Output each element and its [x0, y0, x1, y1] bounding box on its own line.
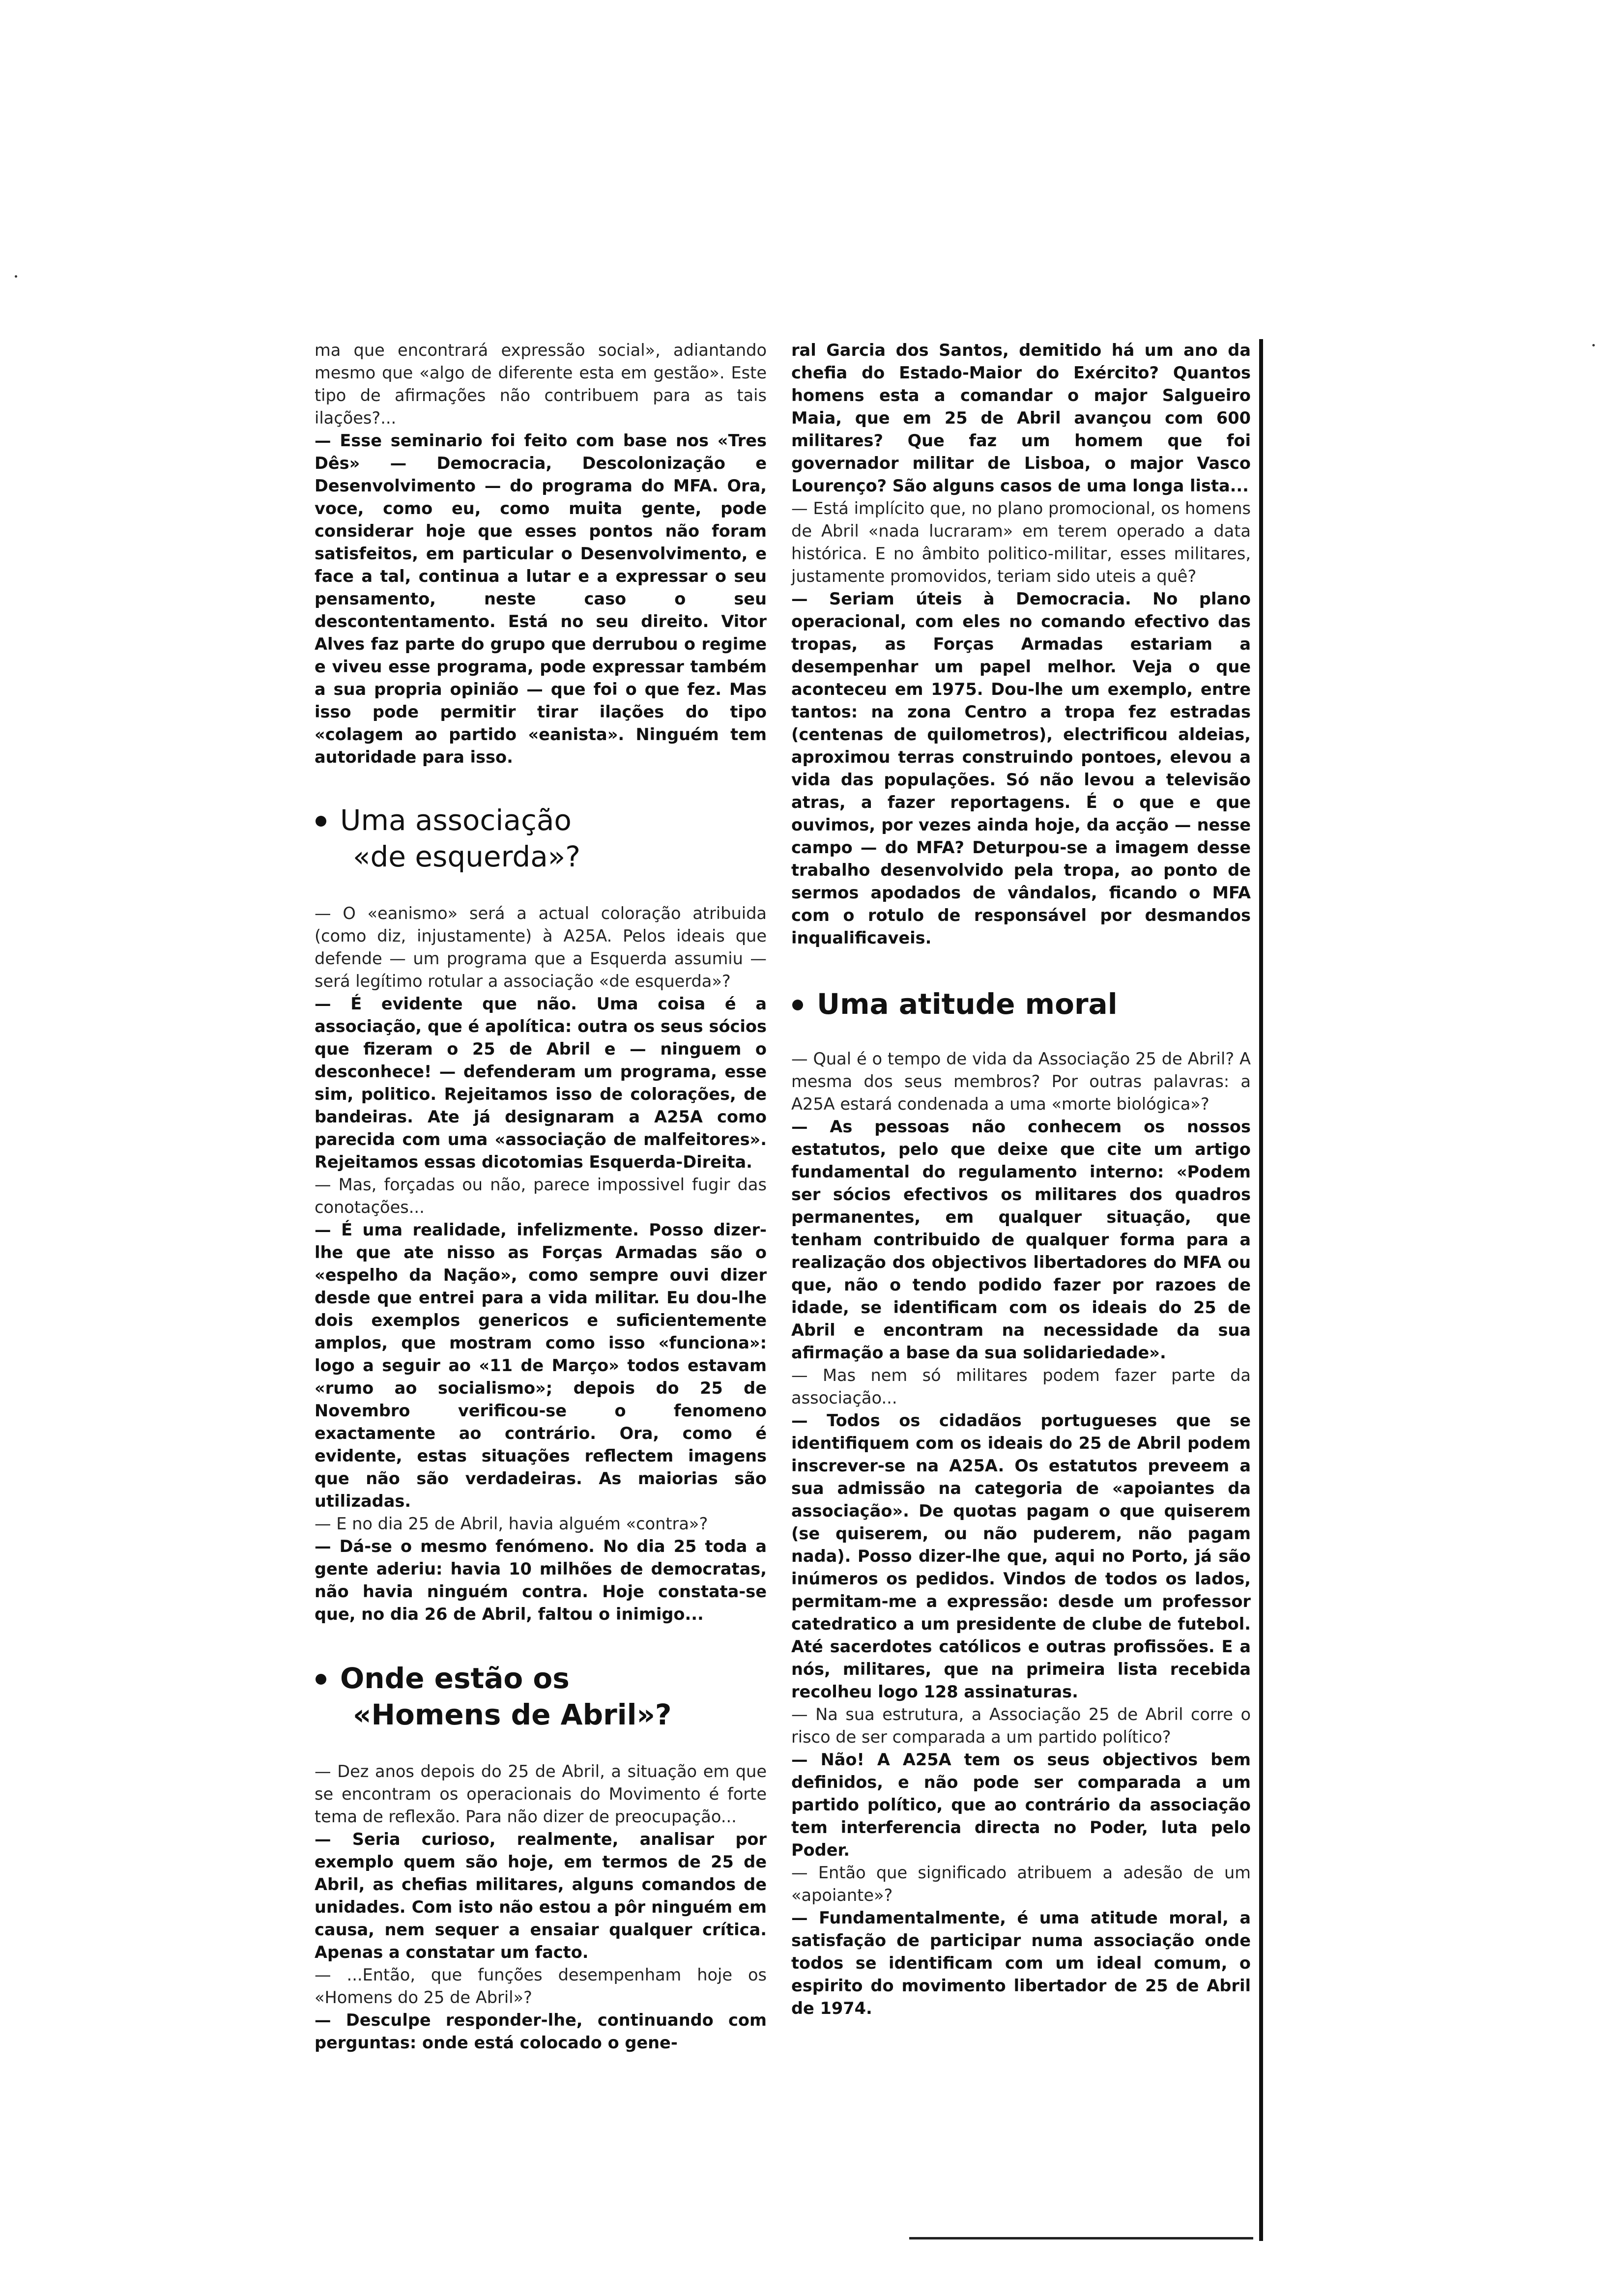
question-paragraph: — Está implícito que, no plano promocional, os homens de Abril «nada lucraram» em terem operado a data histórica. E no âmbito politico-militar, esses militares, justamente promovidos, teriam sido uteis a quê? — [791, 499, 1251, 586]
question-paragraph: — E no dia 25 de Abril, havia alguém «contra»? — [315, 1514, 708, 1533]
section-heading-line: «de esquerda»? — [353, 840, 581, 873]
section-heading-line: Uma atitude moral — [817, 987, 1118, 1021]
question-paragraph: — ...Então, que funções desempenham hoje os «Homens do 25 de Abril»? — [315, 1965, 767, 2007]
article-column-right — [791, 339, 1251, 2020]
question-paragraph: — O «eanismo» será a actual coloração atribuida (como diz, injustamente) à A25A. Pelos ideais que defende — um programa que a Esquerda assumiu — será legítimo rotular a associação «de esquerda»? — [315, 904, 767, 991]
answer-paragraph: — Desculpe responder-lhe, continuando com perguntas: onde está colocado o gene- — [315, 2010, 767, 2052]
question-paragraph: ma que encontrará expressão social», adiantando mesmo que «algo de diferente esta em gestão». Este tipo de afirmações não contribuem para as tais ilações?... — [315, 341, 767, 428]
section-heading-line: «Homens de Abril»? — [353, 1698, 672, 1731]
answer-paragraph: — Dá-se o mesmo fenómeno. No dia 25 toda a gente aderiu: havia 10 milhões de democratas, não havia ninguém contra. Hoje constata-se que, no dia 26 de Abril, faltou o inimigo... — [315, 1537, 767, 1624]
answer-paragraph: — Seriam úteis à Democracia. No plano operacional, com eles no comando efectivo das tropas, as Forças Armadas estariam a desempenhar um papel melhor. Veja o que aconteceu em 1975. Dou-lhe um exemplo, entre tantos: na zona Centro a tropa fez estradas (centenas de quilometros), electrificou aldeias, aproximou terras construindo pontoes, elevou a vida das populações. Só não levou a televisão atras, a fazer reportagens. É o que e que ouvimos, por vezes ainda hoje, da acção — nesse campo — do MFA? Deturpou-se a imagem desse trabalho desenvolvido pela tropa, ao ponto de sermos apodados de vândalos, ficando o MFA com o rotulo de responsável por desmandos inqualificaveis. — [791, 589, 1251, 947]
bullet-icon — [316, 1674, 326, 1685]
answer-paragraph: — Fundamentalmente, é uma atitude moral, a satisfação de participar numa associação onde todos se identificam com um ideal comum, o espirito do movimento libertador de 25 de Abril de 1974. — [791, 1908, 1251, 2018]
article-column-left — [315, 339, 767, 2054]
question-paragraph: — Na sua estrutura, a Associação 25 de Abril corre o risco de ser comparada a um partido político? — [791, 1705, 1251, 1747]
bottom-rule — [909, 2237, 1253, 2239]
question-paragraph: — Mas nem só militares podem fazer parte da associação... — [791, 1366, 1251, 1407]
answer-paragraph: — Seria curioso, realmente, analisar por exemplo quem são hoje, em termos de 25 de Abril, as chefias militares, alguns comandos de unidades. Com isto não estou a pôr ninguém em causa, nem sequer a ensaiar qualquer crítica. Apenas a constatar um facto. — [315, 1830, 767, 1962]
section-heading-line: Onde estão os — [340, 1662, 570, 1695]
section-heading — [791, 986, 1251, 1022]
answer-paragraph: — Não! A A25A tem os seus objectivos bem definidos, e não pode ser comparada a um partido político, que ao contrário da associação tem interferencia directa no Poder, luta pelo Poder. — [791, 1750, 1251, 1860]
answer-paragraph: — Esse seminario foi feito com base nos «Tres Dês» — Democracia, Descolonização e Desenvolvimento — do programa do MFA. Ora, voce, como eu, como muita gente, pode considerar hoje que esses pontos não foram satisfeitos, em particular o Desenvolvimento, e face a tal, continua a lutar e a expressar o seu pensamento, neste caso o seu descontentamento. Está no seu direito. Vitor Alves faz parte do grupo que derrubou o regime e viveu esse programa, pode expressar também a sua propria opinião — que foi o que fez. Mas isso pode permitir tirar ilações do tipo «colagem ao partido «eanista». Ninguém tem autoridade para isso. — [315, 431, 767, 767]
question-paragraph: — Qual é o tempo de vida da Associação 25 de Abril? A mesma dos seus membros? Por outras palavras: a A25A estará condenada a uma «morte biológica»? — [791, 1049, 1251, 1114]
answer-paragraph: — As pessoas não conhecem os nossos estatutos, pelo que deixe que cite um artigo fundamental do regulamento interno: «Podem ser sócios efectivos os militares dos quadros permanentes, em qualquer situação, que tenham contribuido de qualquer forma para a realização dos objectivos libertadores do MFA ou que, não o tendo podido fazer por razoes de idade, se identificam com os ideais do 25 de Abril e encontram na necessidade da sua afirmação a base da sua solidariedade». — [791, 1117, 1251, 1362]
section-heading-line: Uma associação — [340, 804, 572, 837]
bullet-icon — [316, 816, 326, 827]
column-rule — [1259, 339, 1263, 2241]
answer-paragraph: — É evidente que não. Uma coisa é a associação, que é apolítica: outra os seus sócios que fizeram o 25 de Abril e — ninguem o desconhece! — defenderam um programa, esse sim, politico. Rejeitamos isso de colorações, de bandeiras. Ate já designaram a A25A como parecida com uma «associação de malfeitores». Rejeitamos essas dicotomias Esquerda-Direita. — [315, 994, 767, 1172]
section-heading — [315, 1660, 767, 1733]
scan-speck — [1592, 344, 1595, 346]
scan-speck — [15, 275, 17, 278]
answer-paragraph: — É uma realidade, infelizmente. Posso dizer-lhe que ate nisso as Forças Armadas são o «espelho da Nação», como sempre ouvi dizer desde que entrei para a vida militar. Eu dou-lhe dois exemplos genericos e suficientemente amplos, que mostram como isso «funciona»: logo a seguir ao «11 de Março» todos estavam «rumo ao socialismo»; depois do 25 de Novembro verificou-se o fenomeno exactamente ao contrário. Ora, como é evidente, estas situações reflectem imagens que não são verdadeiras. As maiorias são utilizadas. — [315, 1220, 767, 1511]
answer-paragraph: ral Garcia dos Santos, demitido há um ano da chefia do Estado-Maior do Exército? Quantos homens esta a comandar o major Salgueiro Maia, que em 25 de Abril avançou com 600 militares? Que faz um homem que foi governador militar de Lisboa, o major Vasco Lourenço? São alguns casos de uma longa lista... — [791, 341, 1251, 495]
question-paragraph: — Dez anos depois do 25 de Abril, a situação em que se encontram os operacionais do Movimento é forte tema de reflexão. Para não dizer de preocupação... — [315, 1762, 767, 1826]
question-paragraph: — Então que significado atribuem a adesão de um «apoiante»? — [791, 1863, 1251, 1905]
question-paragraph: — Mas, forçadas ou não, parece impossivel fugir das conotações... — [315, 1175, 767, 1217]
answer-paragraph: — Todos os cidadãos portugueses que se identifiquem com os ideais do 25 de Abril podem inscrever-se na A25A. Os estatutos preveem a sua admissão na categoria de «apoiantes da associação». De quotas pagam o que quiserem (se quiserem, ou não puderem, não pagam nada). Posso dizer-lhe que, aqui no Porto, já são inúmeros os pedidos. Vindos de todos os lados, permitam-me a expressão: desde um professor catedratico a um presidente de clube de futebol. Até sacerdotes católicos e outras profissões. E a nós, militares, que na primeira lista recebida recolheu logo 128 assinaturas. — [791, 1411, 1251, 1701]
bullet-icon — [792, 1000, 803, 1010]
section-heading — [315, 802, 767, 875]
